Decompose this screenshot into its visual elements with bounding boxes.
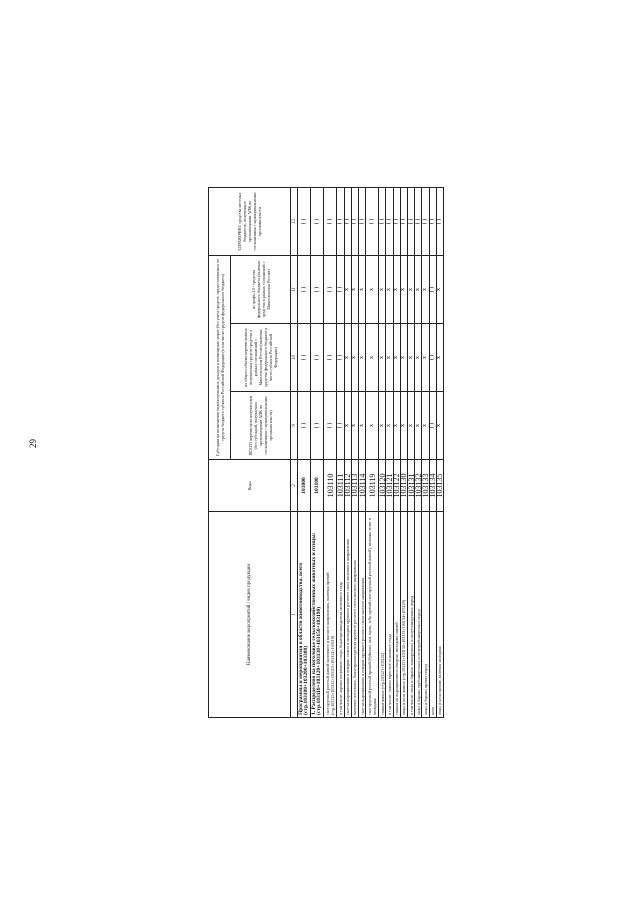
row-name: свиньи живые (стр.103121+103122): [379, 512, 386, 718]
table-row: [358, 187, 365, 717]
row-value: x: [358, 392, 365, 460]
row-value: x: [408, 392, 415, 460]
row-name: в том числе: овцы и бараны тонкорунных и полутонкорунных пород: [408, 512, 415, 718]
row-value: x: [358, 324, 365, 392]
row-value: x: [386, 392, 393, 460]
row-value: ( ): [337, 392, 344, 460]
row-value: x: [422, 392, 429, 460]
col-number: 1: [291, 512, 298, 718]
header-name: Наименование мероприятий / видов продукции: [209, 512, 291, 718]
col-number: 11: [291, 255, 298, 323]
header-c9: ВСЕГО перечислено получателям (без субсидий, получаемых организациями АПК по соглашениям с муниципальными органами власти): [231, 392, 291, 460]
row-name: овцы и бараны прочих пород: [422, 512, 429, 718]
row-name: скот крупный рогатый живой молочного и мясного направления, включая прочий (стр.103111+103112+103113+103114+103119): [324, 512, 337, 718]
row-value: x: [366, 255, 379, 323]
table-row: [324, 187, 337, 717]
row-value: x: [366, 392, 379, 460]
row-value: x: [400, 392, 407, 460]
row-value: ( ): [298, 255, 311, 323]
row-value: ( ): [429, 187, 436, 255]
table-row: [415, 187, 422, 717]
rotated-table-wrapper: [208, 188, 444, 718]
row-value: x: [393, 255, 400, 323]
row-value: x: [344, 324, 351, 392]
table-row: [400, 187, 407, 717]
row-value: ( ): [429, 324, 436, 392]
table-row: [337, 187, 344, 717]
row-code: 103111: [337, 460, 344, 512]
row-name: скот на выращивании и откорме, телята и молодняк крупного рогатого скота молочного направления: [344, 512, 351, 718]
row-code: 103135: [436, 460, 443, 512]
col-number: 9: [291, 392, 298, 460]
row-value: ( ): [337, 187, 344, 255]
row-value: x: [436, 255, 443, 323]
row-value: x: [379, 392, 386, 460]
row-value: x: [351, 392, 358, 460]
row-value: ( ): [358, 187, 365, 255]
row-value: ( ): [429, 392, 436, 460]
table-row: [429, 187, 436, 717]
row-value: x: [400, 255, 407, 323]
row-value: ( ): [366, 187, 379, 255]
table-row: [422, 187, 429, 717]
row-name: овцы и козы живые (стр.103131+103132+103133+103134+103139): [400, 512, 407, 718]
row-code: 103121: [386, 460, 393, 512]
row-value: x: [344, 392, 351, 460]
header-code: Коды: [209, 460, 291, 512]
row-name: в том числе: свиньи взрослые основного стада: [386, 512, 393, 718]
row-value: ( ): [324, 255, 337, 323]
row-value: x: [351, 255, 358, 323]
row-code: 103112: [344, 460, 351, 512]
row-value: ( ): [436, 187, 443, 255]
row-value: ( ): [311, 324, 324, 392]
row-value: ( ): [344, 187, 351, 255]
row-value: x: [415, 255, 422, 323]
row-value: x: [344, 255, 351, 323]
row-value: x: [436, 324, 443, 392]
row-value: ( ): [422, 187, 429, 255]
row-value: ( ): [311, 392, 324, 460]
row-name: в том числе: коровы молочного стада, быки-производители молочного стада: [337, 512, 344, 718]
table-row: [344, 187, 351, 717]
row-code: 103122: [393, 460, 400, 512]
table-row: [298, 187, 311, 717]
row-value: ( ): [337, 324, 344, 392]
row-name: овцы и бараны грубошерстных и полугрубошерстных пород: [415, 512, 422, 718]
row-name: скот на выращивании и откорме крупного рогатого скота мясного направления: [358, 512, 365, 718]
table-body: [298, 187, 444, 717]
table-row: [351, 187, 358, 717]
row-value: ( ): [393, 187, 400, 255]
row-value: x: [358, 255, 365, 323]
row-value: ( ): [324, 187, 337, 255]
row-value: x: [415, 392, 422, 460]
row-name: 1. Распределено на поголовье сельскохозяйственных животных и птицы: (стр.103110+103120+103130+103150+103190): [311, 512, 324, 718]
row-value: ( ): [408, 187, 415, 255]
row-value: ( ): [324, 392, 337, 460]
row-value: x: [422, 255, 429, 323]
table-row: [436, 187, 443, 717]
row-code: 103119: [366, 460, 379, 512]
row-code: 103130: [400, 460, 407, 512]
row-value: ( ): [386, 187, 393, 255]
row-value: x: [400, 324, 407, 392]
row-value: x: [422, 324, 429, 392]
row-code: 103120: [379, 460, 386, 512]
row-value: ( ): [311, 187, 324, 255]
row-name: маточное поголовье, быки-производители крупного рогатого скота мясного направления: [351, 512, 358, 718]
row-value: x: [415, 324, 422, 392]
row-code: 103133: [422, 460, 429, 512]
row-value: ( ): [415, 187, 422, 255]
row-code: 103113: [351, 460, 358, 512]
row-value: x: [379, 255, 386, 323]
row-value: ( ): [379, 187, 386, 255]
row-value: ( ): [298, 187, 311, 255]
col-number: 12: [291, 187, 298, 255]
header-c12: СПРАВОЧНО: средства местных бюджетов, полученные организациями АПК по соглашениям с муниципальными органами власти: [209, 187, 291, 255]
row-value: ( ): [351, 187, 358, 255]
table-row: [366, 187, 379, 717]
row-value: ( ): [400, 187, 407, 255]
row-name: козы: [429, 512, 436, 718]
row-value: x: [393, 324, 400, 392]
row-value: x: [379, 324, 386, 392]
header-group: Субсидии на возмещение недополученных доходов и возмещение затрат (без учета средств, предоставляемых из средств бюджета субъекта Российской Федерации (в том числе средств федерального бюджета): [209, 255, 231, 459]
row-value: x: [386, 324, 393, 392]
table-row: [386, 187, 393, 717]
row-value: x: [386, 255, 393, 323]
row-name: скот крупный рогатый прочий (буйволы, яки, мулы, зебу, прочий скот крупный рогатый живой), включая телят и молодняк: [366, 512, 379, 718]
col-number: 10: [291, 324, 298, 392]
row-code: 103000: [298, 460, 311, 512]
column-numbers-row: [291, 187, 298, 717]
row-value: ( ): [324, 324, 337, 392]
row-value: x: [351, 324, 358, 392]
row-code: 103110: [324, 460, 337, 512]
table-row: [393, 187, 400, 717]
table-row: [379, 187, 386, 717]
row-code: 103100: [311, 460, 324, 512]
header-c11: из графы 10 - средства федерального бюджета (включая средства в рамках соглашений с Минсельхозом России): [231, 255, 291, 323]
page-number: 29: [28, 439, 38, 448]
row-code: 103132: [415, 460, 422, 512]
row-code: 103114: [358, 460, 365, 512]
row-code: 103131: [408, 460, 415, 512]
row-value: x: [408, 324, 415, 392]
row-value: x: [408, 255, 415, 323]
table-row: [408, 187, 415, 717]
subsidy-table: [208, 187, 444, 718]
row-name: Программы и мероприятия в области животноводства, всего (стр.103100+103200+103300): [298, 512, 311, 718]
row-name: свиньи на выращивании и откорме, молодняк свиней: [393, 512, 400, 718]
row-value: ( ): [311, 255, 324, 323]
row-value: ( ): [298, 324, 311, 392]
row-value: x: [366, 324, 379, 392]
row-value: x: [393, 392, 400, 460]
row-code: 103134: [429, 460, 436, 512]
row-value: x: [436, 392, 443, 460]
col-number: 2: [291, 460, 298, 512]
table-row: [311, 187, 324, 717]
row-name: овцы и козы прочие, включая молодняк: [436, 512, 443, 718]
row-value: ( ): [429, 255, 436, 323]
header-c10: из общего объема перечисленных получателям средств средства в рамках соглашений с Минсельхозом России (включая средства федерального бюджета в части субъекта Российской Федерации): [231, 324, 291, 392]
row-value: ( ): [337, 255, 344, 323]
row-value: ( ): [298, 392, 311, 460]
